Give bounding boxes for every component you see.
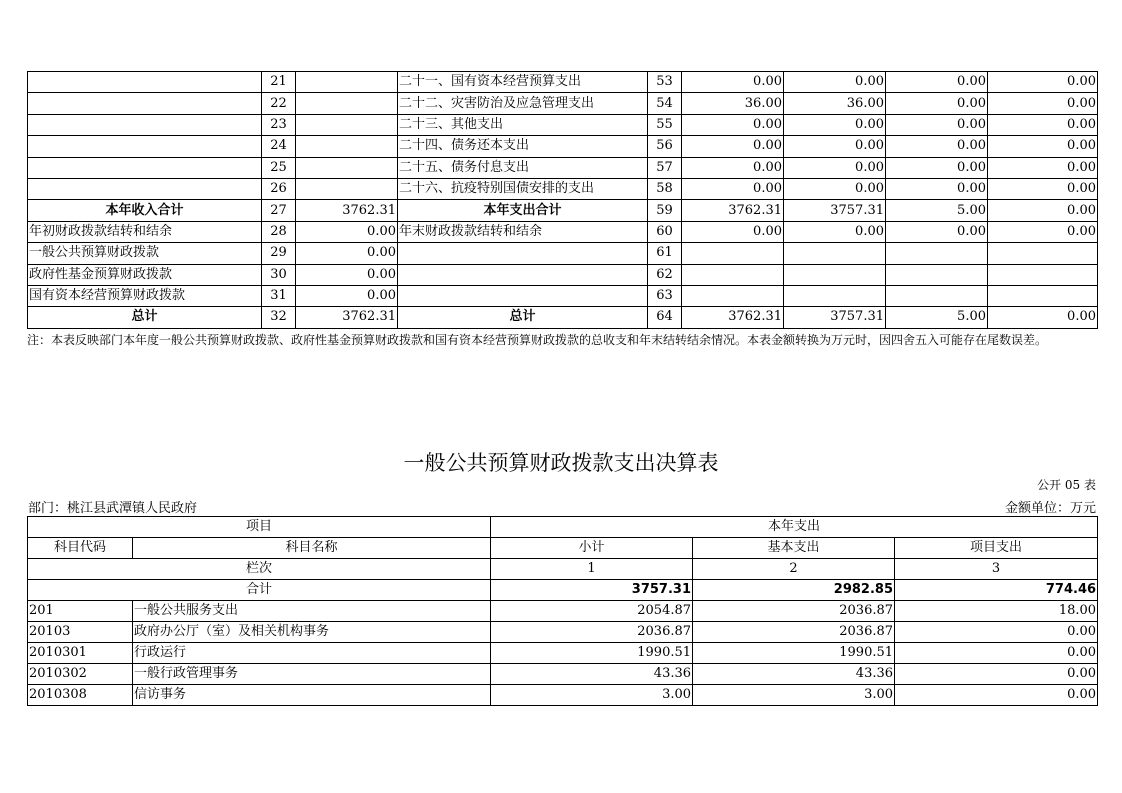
income-item-label: 本年收入合计 bbox=[28, 200, 262, 221]
table-row bbox=[28, 622, 1098, 643]
expense-line-no: 56 bbox=[648, 136, 682, 157]
header-project: 项目 bbox=[28, 517, 491, 538]
amount-subtotal: 3.00 bbox=[491, 685, 693, 706]
header-project-exp: 项目支出 bbox=[895, 538, 1098, 559]
income-amount bbox=[296, 157, 398, 178]
expense-general-budget bbox=[784, 285, 886, 306]
expense-total: 0.00 bbox=[682, 114, 784, 135]
subject-name: 政府办公厅（室）及相关机构事务 bbox=[133, 622, 491, 643]
income-item-label bbox=[28, 93, 262, 114]
income-line-no: 31 bbox=[262, 285, 296, 306]
total-row bbox=[28, 580, 1098, 601]
expense-general-budget bbox=[784, 264, 886, 285]
amount-project: 0.00 bbox=[895, 685, 1098, 706]
header-current-year: 本年支出 bbox=[491, 517, 1098, 538]
expense-gov-fund: 0.00 bbox=[886, 221, 988, 242]
amount-subtotal: 1990.51 bbox=[491, 643, 693, 664]
total-subtotal: 3757.31 bbox=[491, 580, 693, 601]
expense-line-no: 58 bbox=[648, 178, 682, 199]
income-line-no: 30 bbox=[262, 264, 296, 285]
income-amount: 3762.31 bbox=[296, 307, 398, 328]
expense-item-label: 年末财政拨款结转和结余 bbox=[398, 221, 648, 242]
expense-item-label: 本年支出合计 bbox=[398, 200, 648, 221]
table-row bbox=[28, 243, 1098, 264]
income-amount bbox=[296, 114, 398, 135]
income-item-label: 年初财政拨款结转和结余 bbox=[28, 221, 262, 242]
expense-item-label: 二十三、其他支出 bbox=[398, 114, 648, 135]
fiscal-revenue-expenditure-table bbox=[27, 71, 1098, 329]
general-budget-expenditure-table bbox=[27, 516, 1098, 706]
income-line-no: 26 bbox=[262, 178, 296, 199]
income-line-no: 32 bbox=[262, 307, 296, 328]
expense-state-capital: 0.00 bbox=[988, 178, 1098, 199]
total-basic: 2982.85 bbox=[693, 580, 895, 601]
header-basic: 基本支出 bbox=[693, 538, 895, 559]
amount-basic: 3.00 bbox=[693, 685, 895, 706]
table-row bbox=[28, 601, 1098, 622]
expense-state-capital: 0.00 bbox=[988, 93, 1098, 114]
expense-line-no: 54 bbox=[648, 93, 682, 114]
expense-total: 3762.31 bbox=[682, 200, 784, 221]
subject-code: 2010302 bbox=[28, 664, 133, 685]
income-line-no: 24 bbox=[262, 136, 296, 157]
subject-code: 201 bbox=[28, 601, 133, 622]
expense-general-budget: 3757.31 bbox=[784, 200, 886, 221]
amount-subtotal: 43.36 bbox=[491, 664, 693, 685]
expense-item-label bbox=[398, 285, 648, 306]
expense-gov-fund: 0.00 bbox=[886, 157, 988, 178]
expense-gov-fund: 0.00 bbox=[886, 114, 988, 135]
expense-line-no: 61 bbox=[648, 243, 682, 264]
income-item-label: 总计 bbox=[28, 307, 262, 328]
expense-gov-fund: 0.00 bbox=[886, 72, 988, 93]
expense-total bbox=[682, 243, 784, 264]
total-label: 合计 bbox=[28, 580, 491, 601]
header-code: 科目代码 bbox=[28, 538, 133, 559]
table-row bbox=[28, 307, 1098, 328]
income-amount: 0.00 bbox=[296, 285, 398, 306]
expense-total: 0.00 bbox=[682, 221, 784, 242]
income-line-no: 29 bbox=[262, 243, 296, 264]
amount-unit-label: 金额单位：万元 bbox=[1004, 501, 1096, 516]
amount-basic: 43.36 bbox=[693, 664, 895, 685]
subject-name: 信访事务 bbox=[133, 685, 491, 706]
income-amount bbox=[296, 178, 398, 199]
amount-project: 0.00 bbox=[895, 664, 1098, 685]
expense-general-budget: 36.00 bbox=[784, 93, 886, 114]
expense-total: 3762.31 bbox=[682, 307, 784, 328]
income-amount: 0.00 bbox=[296, 243, 398, 264]
expense-line-no: 53 bbox=[648, 72, 682, 93]
income-line-no: 22 bbox=[262, 93, 296, 114]
expense-total: 0.00 bbox=[682, 178, 784, 199]
amount-project: 18.00 bbox=[895, 601, 1098, 622]
table-row bbox=[28, 136, 1098, 157]
header-subtotal: 小计 bbox=[491, 538, 693, 559]
expense-item-label: 二十四、债务还本支出 bbox=[398, 136, 648, 157]
expense-total bbox=[682, 264, 784, 285]
expense-state-capital bbox=[988, 243, 1098, 264]
expense-gov-fund: 5.00 bbox=[886, 307, 988, 328]
amount-project: 0.00 bbox=[895, 622, 1098, 643]
table-row bbox=[28, 643, 1098, 664]
page-title: 一般公共预算财政拨款支出决算表 bbox=[403, 451, 719, 475]
col-index-3: 3 bbox=[895, 559, 1098, 580]
subject-code: 2010301 bbox=[28, 643, 133, 664]
department-label: 部门：桃江县武潭镇人民政府 bbox=[28, 501, 198, 516]
expense-total: 0.00 bbox=[682, 72, 784, 93]
income-item-label bbox=[28, 178, 262, 199]
expense-item-label bbox=[398, 243, 648, 264]
expense-total bbox=[682, 285, 784, 306]
expense-state-capital: 0.00 bbox=[988, 221, 1098, 242]
expense-state-capital: 0.00 bbox=[988, 200, 1098, 221]
income-item-label bbox=[28, 114, 262, 135]
income-line-no: 23 bbox=[262, 114, 296, 135]
expense-general-budget: 3757.31 bbox=[784, 307, 886, 328]
col-index-1: 1 bbox=[491, 559, 693, 580]
amount-basic: 1990.51 bbox=[693, 643, 895, 664]
income-amount: 3762.31 bbox=[296, 200, 398, 221]
expense-general-budget bbox=[784, 243, 886, 264]
subject-name: 一般公共服务支出 bbox=[133, 601, 491, 622]
income-item-label: 国有资本经营预算财政拨款 bbox=[28, 285, 262, 306]
amount-subtotal: 2054.87 bbox=[491, 601, 693, 622]
expense-line-no: 55 bbox=[648, 114, 682, 135]
expense-state-capital bbox=[988, 264, 1098, 285]
expense-gov-fund: 0.00 bbox=[886, 178, 988, 199]
income-item-label: 政府性基金预算财政拨款 bbox=[28, 264, 262, 285]
expense-gov-fund: 0.00 bbox=[886, 93, 988, 114]
subject-name: 行政运行 bbox=[133, 643, 491, 664]
expense-general-budget: 0.00 bbox=[784, 157, 886, 178]
expense-line-no: 62 bbox=[648, 264, 682, 285]
expense-general-budget: 0.00 bbox=[784, 136, 886, 157]
income-amount: 0.00 bbox=[296, 264, 398, 285]
table-row bbox=[28, 200, 1098, 221]
table-row bbox=[28, 685, 1098, 706]
expense-item-label: 二十五、债务付息支出 bbox=[398, 157, 648, 178]
expense-gov-fund bbox=[886, 264, 988, 285]
income-item-label bbox=[28, 136, 262, 157]
expense-gov-fund: 0.00 bbox=[886, 136, 988, 157]
expense-state-capital bbox=[988, 285, 1098, 306]
expense-general-budget: 0.00 bbox=[784, 72, 886, 93]
income-line-no: 21 bbox=[262, 72, 296, 93]
expense-total: 0.00 bbox=[682, 136, 784, 157]
subject-code: 20103 bbox=[28, 622, 133, 643]
table-row bbox=[28, 114, 1098, 135]
expense-general-budget: 0.00 bbox=[784, 114, 886, 135]
amount-subtotal: 2036.87 bbox=[491, 622, 693, 643]
expense-state-capital: 0.00 bbox=[988, 136, 1098, 157]
header-row bbox=[28, 517, 1098, 538]
expense-item-label: 二十六、抗疫特别国债安排的支出 bbox=[398, 178, 648, 199]
header-name: 科目名称 bbox=[133, 538, 491, 559]
income-line-no: 25 bbox=[262, 157, 296, 178]
form-number: 公开 05 表 bbox=[1037, 478, 1096, 492]
income-item-label bbox=[28, 157, 262, 178]
expense-gov-fund: 5.00 bbox=[886, 200, 988, 221]
amount-basic: 2036.87 bbox=[693, 601, 895, 622]
income-amount bbox=[296, 72, 398, 93]
expense-line-no: 64 bbox=[648, 307, 682, 328]
expense-state-capital: 0.00 bbox=[988, 72, 1098, 93]
income-amount bbox=[296, 93, 398, 114]
expense-general-budget: 0.00 bbox=[784, 221, 886, 242]
expense-item-label: 二十二、灾害防治及应急管理支出 bbox=[398, 93, 648, 114]
expense-state-capital: 0.00 bbox=[988, 307, 1098, 328]
table-row bbox=[28, 93, 1098, 114]
income-item-label: 一般公共预算财政拨款 bbox=[28, 243, 262, 264]
col-label: 栏次 bbox=[28, 559, 491, 580]
col-index-2: 2 bbox=[693, 559, 895, 580]
table-row bbox=[28, 264, 1098, 285]
amount-project: 0.00 bbox=[895, 643, 1098, 664]
income-line-no: 27 bbox=[262, 200, 296, 221]
expense-item-label bbox=[398, 264, 648, 285]
income-amount: 0.00 bbox=[296, 221, 398, 242]
expense-state-capital: 0.00 bbox=[988, 114, 1098, 135]
header-row bbox=[28, 538, 1098, 559]
expense-line-no: 57 bbox=[648, 157, 682, 178]
subject-code: 2010308 bbox=[28, 685, 133, 706]
expense-line-no: 60 bbox=[648, 221, 682, 242]
expense-item-label: 二十一、国有资本经营预算支出 bbox=[398, 72, 648, 93]
subject-name: 一般行政管理事务 bbox=[133, 664, 491, 685]
expense-gov-fund bbox=[886, 243, 988, 264]
table-row bbox=[28, 72, 1098, 93]
amount-basic: 2036.87 bbox=[693, 622, 895, 643]
expense-line-no: 63 bbox=[648, 285, 682, 306]
table-row bbox=[28, 221, 1098, 242]
table-note: 注：本表反映部门本年度一般公共预算财政拨款、政府性基金预算财政拨款和国有资本经营预算财政拨款的总收支和年末结转结余情况。本表金额转换为万元时，因四舍五入可能存在尾数误差。 bbox=[27, 333, 1048, 347]
total-project-exp: 774.46 bbox=[895, 580, 1098, 601]
expense-item-label: 总计 bbox=[398, 307, 648, 328]
table-row bbox=[28, 178, 1098, 199]
income-line-no: 28 bbox=[262, 221, 296, 242]
expense-total: 0.00 bbox=[682, 157, 784, 178]
income-item-label bbox=[28, 72, 262, 93]
expense-general-budget: 0.00 bbox=[784, 178, 886, 199]
expense-line-no: 59 bbox=[648, 200, 682, 221]
expense-state-capital: 0.00 bbox=[988, 157, 1098, 178]
column-index-row bbox=[28, 559, 1098, 580]
expense-total: 36.00 bbox=[682, 93, 784, 114]
table-row bbox=[28, 157, 1098, 178]
table-row bbox=[28, 285, 1098, 306]
expense-gov-fund bbox=[886, 285, 988, 306]
income-amount bbox=[296, 136, 398, 157]
table-row bbox=[28, 664, 1098, 685]
